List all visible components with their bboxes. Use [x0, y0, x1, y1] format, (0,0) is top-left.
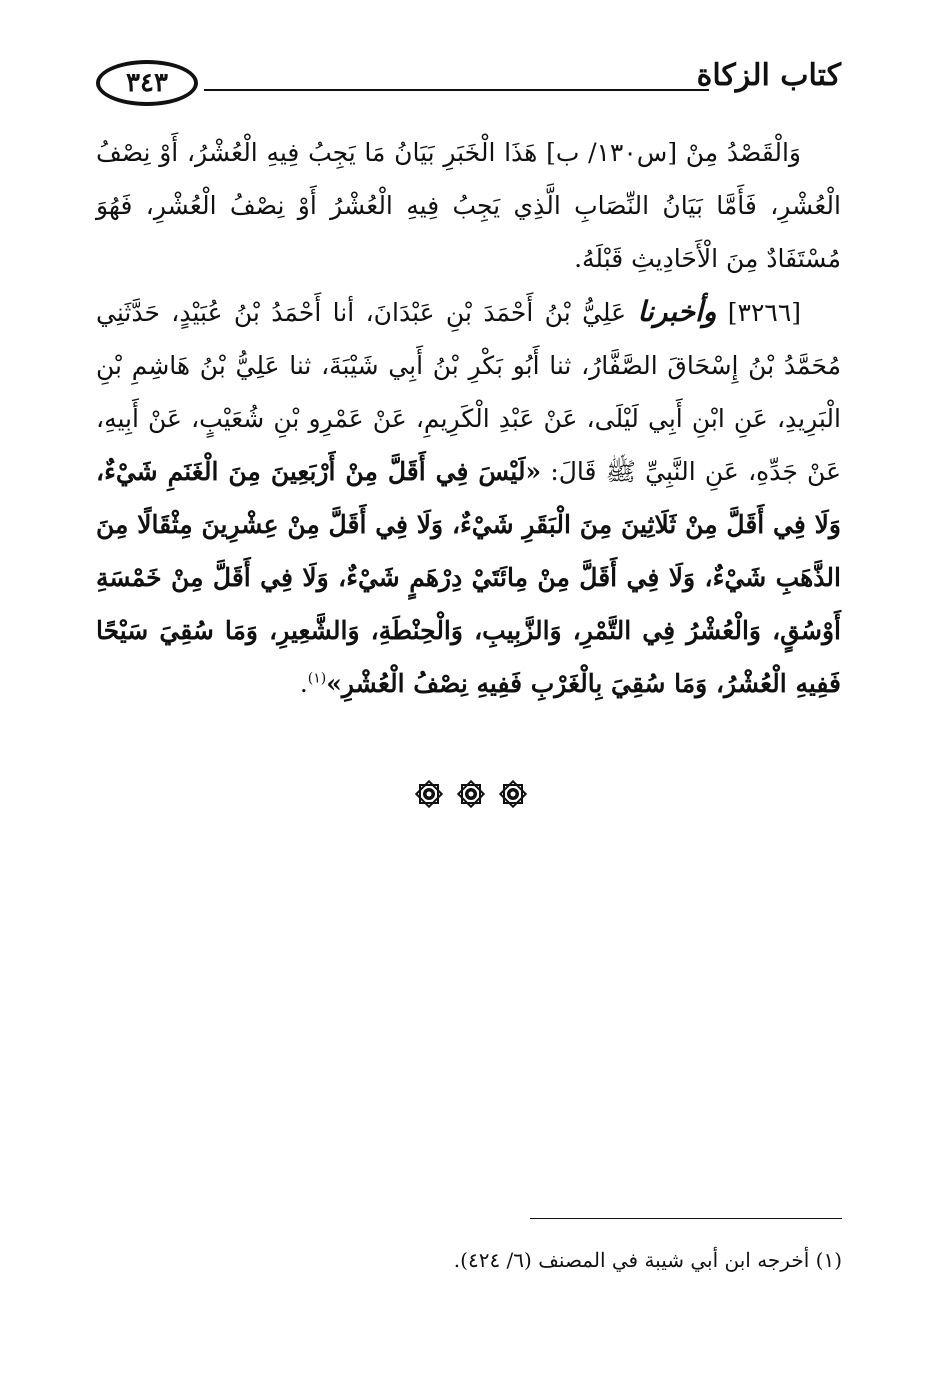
header-rule	[204, 89, 709, 91]
book-title: كتاب الزكاة	[696, 58, 841, 93]
hadith-number: [٣٢٦٦]	[727, 298, 802, 327]
akhbarana-label: وأخبرنا	[637, 295, 717, 328]
isnad-text: عَلِيُّ بْنُ أَحْمَدَ بْنِ عَبْدَانَ، أنا أَحْمَدُ بْنُ عُبَيْدٍ، حَدَّثَنِي مُحَمَّدُ بْنُ إِسْحَاقَ الصَّفَّارُ، ثنا أَبُو بَكْرِ بْنُ أَبِي شَيْبَةَ، ثنا عَلِيُّ بْنُ هَاشِمِ بْنِ الْبَرِيدِ، عَنِ ابْنِ أَبِي لَيْلَى، عَنْ عَبْدِ الْكَرِيمِ، عَنْ عَمْرِو بْنِ شُعَيْبٍ، عَنْ أَبِيهِ، عَنْ جَدِّهِ، عَنِ النَّبِيِّ ﷺ قَالَ:	[96, 298, 842, 486]
page-number: ٣٤٣	[126, 68, 168, 98]
flower-ornament-icon	[497, 778, 529, 810]
main-text	[96, 126, 841, 710]
paragraph-commentary: وَالْقَصْدُ مِنْ [س١٣٠/ ب] هَذَا الْخَبَرِ بَيَانُ مَا يَجِبُ فِيهِ الْعُشْرُ، أَوْ نِصْفُ الْعُشْرِ، فَأَمَّا بَيَانُ النِّصَابِ الَّذِي يَجِبُ فِيهِ الْعُشْرُ أَوْ نِصْفُ الْعُشْرِ، فَهُوَ مُسْتَفَادٌ مِنَ الْأَحَادِيثِ قَبْلَهُ.	[96, 138, 841, 273]
footnote	[200, 1240, 842, 1280]
flower-ornament-icon	[455, 778, 487, 810]
footnote-marker: (١)	[815, 1248, 842, 1272]
footnote-separator	[530, 1218, 842, 1219]
page-number-badge	[96, 60, 198, 106]
hadith-text: «لَيْسَ فِي أَقَلَّ مِنْ أَرْبَعِينَ مِنَ الْغَنَمِ شَيْءٌ، وَلَا فِي أَقَلَّ مِنْ ثَلَاثِينَ مِنَ الْبَقَرِ شَيْءٌ، وَلَا فِي أَقَلَّ مِنْ عِشْرِينَ مِثْقَالًا مِنَ الذَّهَبِ شَيْءٌ، وَلَا فِي أَقَلَّ مِنْ مِائَتَيْ دِرْهَمٍ شَيْءٌ، وَلَا فِي أَقَلَّ مِنْ خَمْسَةِ أَوْسُقٍ، وَالْعُشْرُ فِي التَّمْرِ، وَالزَّبِيبِ، وَالْحِنْطَةِ، وَالشَّعِيرِ، وَمَا سُقِيَ سَيْحًا فَفِيهِ الْعُشْرُ، وَمَا سُقِيَ بِالْغَرْبِ فَفِيهِ نِصْفُ الْعُشْرِ»	[96, 457, 841, 698]
paragraph-end: .	[299, 669, 308, 698]
flower-ornament-icon	[413, 778, 445, 810]
page-header	[96, 52, 841, 120]
section-divider-ornaments	[0, 778, 941, 810]
footnote-reference[interactable]: (١)	[307, 670, 327, 687]
paragraph-hadith	[96, 285, 841, 710]
footnote-text: أخرجه ابن أبي شيبة في المصنف (٦/ ٤٢٤).	[453, 1248, 810, 1272]
